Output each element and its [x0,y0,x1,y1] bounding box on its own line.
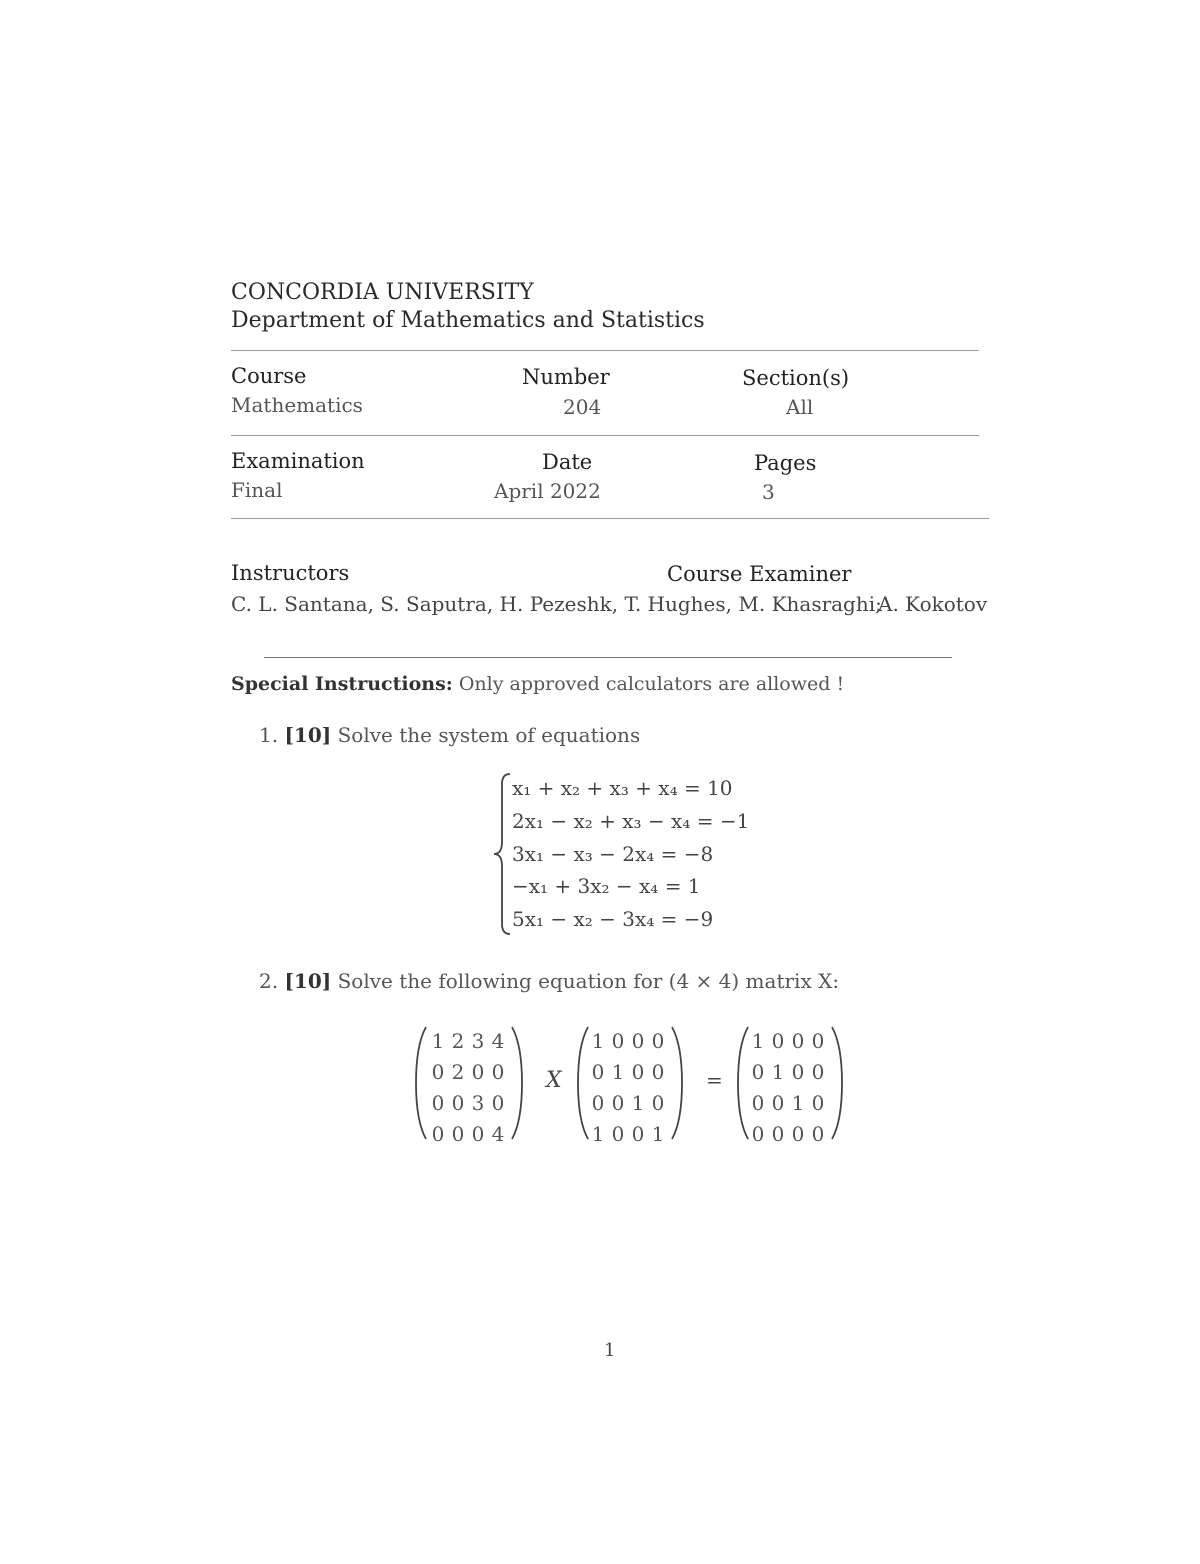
sections-value: All [786,395,814,419]
examiner-value: A. Kokotov [878,592,988,616]
matrix-cell: 0 [591,1060,605,1084]
instructors-label: Instructors [231,561,350,585]
matrix-b [588,1026,668,1150]
equation-2: 2x₁ − x₂ + x₃ − x₄ = −1 [512,809,750,833]
matrix-cell: 0 [771,1029,785,1053]
matrix-cell: 1 [751,1029,765,1053]
matrix-cell: 3 [471,1029,485,1053]
divider [264,657,952,658]
page-number: 1 [604,1340,616,1361]
university-name: CONCORDIA UNIVERSITY [231,280,534,305]
special-instructions-label: Special Instructions: [231,673,453,695]
right-paren [510,1025,524,1141]
special-instructions-text: Only approved calculators are allowed ! [458,673,845,695]
equals-sign: = [706,1068,723,1092]
matrix-cell: 4 [491,1122,505,1146]
matrix-cell: 3 [471,1091,485,1115]
matrix-cell: 0 [471,1060,485,1084]
question-points: [10] [284,969,332,993]
matrix-cell: 0 [611,1091,625,1115]
matrix-cell: 0 [651,1060,665,1084]
matrix-cell: 0 [651,1091,665,1115]
matrix-cell: 0 [811,1091,825,1115]
pages-label: Pages [754,451,817,475]
question-text: Solve the system of equations [337,723,641,747]
equation-3: 3x₁ − x₃ − 2x₄ = −8 [512,842,714,866]
course-label: Course [231,364,307,388]
matrix-cell: 0 [471,1122,485,1146]
department-name: Department of Mathematics and Statistics [231,308,705,333]
equation-4: −x₁ + 3x₂ − x₄ = 1 [512,874,701,898]
matrix-cell: 0 [631,1029,645,1053]
question-text: Solve the following equation for (4 × 4) matrix X: [337,969,840,993]
examination-label: Examination [231,449,365,473]
matrix-cell: 0 [791,1060,805,1084]
equation-5: 5x₁ − x₂ − 3x₄ = −9 [512,907,714,931]
matrix-cell: 0 [591,1091,605,1115]
number-value: 204 [563,395,602,419]
divider [231,518,989,519]
matrix-cell: 0 [751,1060,765,1084]
matrix-cell: 0 [431,1122,445,1146]
matrix-cell: 1 [431,1029,445,1053]
question-number: 1. [259,723,279,747]
matrix-cell: 0 [611,1029,625,1053]
matrix-cell: 0 [491,1091,505,1115]
matrix-cell: 0 [811,1122,825,1146]
question-number: 2. [259,969,279,993]
matrix-c [748,1026,828,1150]
matrix-cell: 2 [451,1029,465,1053]
matrix-cell: 0 [451,1091,465,1115]
matrix-cell: 2 [451,1060,465,1084]
divider [231,435,979,436]
matrix-cell: 0 [751,1091,765,1115]
matrix-cell: 0 [611,1122,625,1146]
matrix-cell: 0 [651,1029,665,1053]
right-paren [830,1025,844,1141]
date-value: April 2022 [494,479,601,503]
matrix-cell: 1 [791,1091,805,1115]
matrix-cell: 0 [811,1060,825,1084]
matrix-cell: 1 [611,1060,625,1084]
pages-value: 3 [762,480,775,504]
equation-1: x₁ + x₂ + x₃ + x₄ = 10 [512,776,733,800]
matrix-cell: 0 [811,1029,825,1053]
matrix-cell: 0 [431,1091,445,1115]
examination-value: Final [231,478,283,502]
number-label: Number [522,365,610,389]
course-value: Mathematics [231,393,363,417]
matrix-cell: 0 [631,1060,645,1084]
matrix-cell: 0 [491,1060,505,1084]
matrix-cell: 0 [791,1122,805,1146]
matrix-cell: 0 [451,1122,465,1146]
sections-label: Section(s) [742,366,850,390]
date-label: Date [542,450,593,474]
matrix-cell: 1 [591,1122,605,1146]
question-2 [259,969,839,993]
special-instructions [231,673,844,695]
matrix-a [428,1026,508,1150]
question-points: [10] [284,723,332,747]
matrix-cell: 4 [491,1029,505,1053]
matrix-cell: 0 [771,1122,785,1146]
matrix-cell: 0 [751,1122,765,1146]
divider [231,350,979,351]
matrix-cell: 1 [631,1091,645,1115]
matrix-cell: 1 [591,1029,605,1053]
matrix-cell: 0 [431,1060,445,1084]
left-paren [414,1025,428,1141]
left-brace [492,772,514,936]
instructors-value: C. L. Santana, S. Saputra, H. Pezeshk, T. Hughes, M. Khasraghi; [231,592,882,616]
matrix-cell: 0 [631,1122,645,1146]
question-1 [259,723,640,747]
examiner-label: Course Examiner [667,562,852,586]
matrix-cell: 0 [791,1029,805,1053]
variable-x: X [546,1068,562,1093]
right-paren [670,1025,684,1141]
matrix-cell: 1 [771,1060,785,1084]
matrix-cell: 1 [651,1122,665,1146]
matrix-cell: 0 [771,1091,785,1115]
